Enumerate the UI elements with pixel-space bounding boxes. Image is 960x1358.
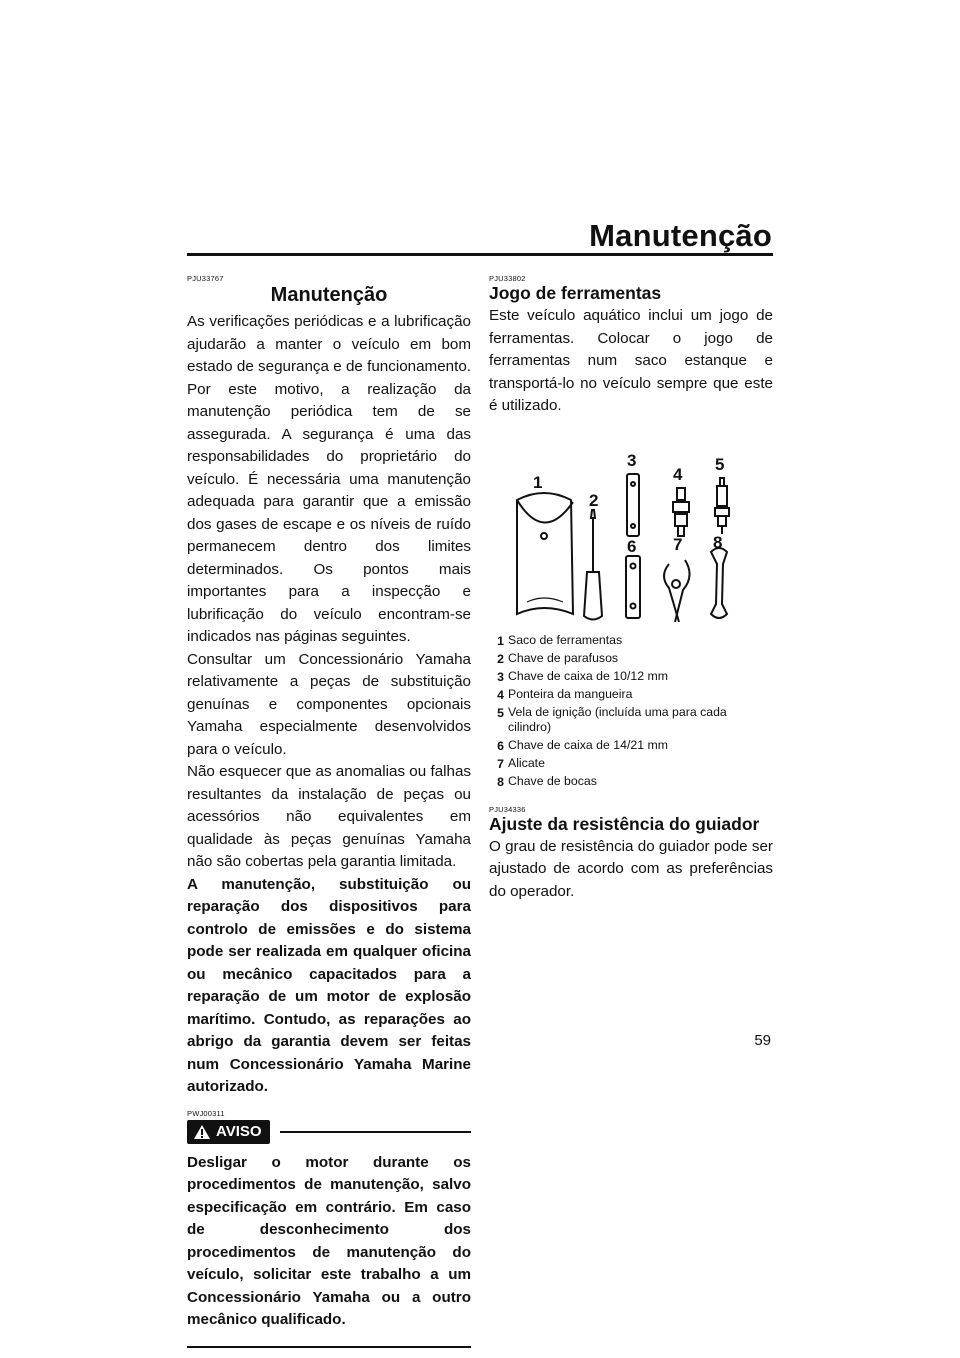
open-end-wrench-drawing: [711, 548, 727, 618]
figure-label-3: 3: [627, 450, 637, 470]
toolkit-illustration: [489, 426, 773, 622]
paragraph-bold: A manutenção, substituição ou reparação dos dispositivos para controlo de emissões e do sistema pode ser realizada em qualquer oficina ou mecânico capacitados para a reparação de um motor de explosão marítimo. Contudo, as reparações ao abrigo da garantia devem ser feitas num Concessionário Yamaha Marine autorizado.: [187, 875, 471, 1095]
figure-label-8: 8: [713, 532, 723, 552]
legend-item: 2 Chave de parafusos: [497, 651, 619, 666]
warning-badge: [187, 1120, 270, 1144]
section-heading-steering: Ajuste da resistência do guiador: [489, 813, 760, 834]
socket-wrench-10-12-drawing: [627, 474, 639, 536]
warning-bottom-rule: [187, 1346, 471, 1348]
paragraph: Este veículo aquático inclui um jogo de ferramentas. Colocar o jogo de ferramentas num saco estanque e transportá-lo no veículo sempre que este é utilizado.: [489, 307, 773, 414]
legend-item: 5 Vela de ignição (incluída uma para cada cilindro): [497, 705, 727, 734]
section-code: PJU33767: [187, 274, 224, 283]
warning-header: [187, 1120, 471, 1144]
paragraph: O grau de resistência do guiador pode ser ajustado de acordo com as preferências do operador.: [489, 837, 773, 900]
figure-label-4: 4: [673, 464, 683, 484]
figure-label-7: 7: [673, 534, 683, 554]
legend-item: 1 Saco de ferramentas: [497, 633, 623, 648]
legend-item: 8 Chave de bocas: [497, 774, 597, 789]
toolkit-figure: [489, 426, 773, 622]
right-column: [489, 274, 773, 903]
legend-item: 7 Alicate: [497, 756, 545, 771]
legend-item: 6 Chave de caixa de 14/21 mm: [497, 738, 668, 753]
paragraph: As verificações periódicas e a lubrificação ajudarão a manter o veículo em bom estado de segurança e de funcionamento. Por este motivo, a realização da manutenção periódica tem de se assegurada. A segurança é uma das responsabilidades do proprietário do veículo. É necessária uma manutenção adequada para garantir que a emissão dos gases de escape e os níveis de ruído permanecem dentro dos limites determinados. Os pontos mais importantes para a inspecção e lubrificação do veículo encontram-se indicados nas páginas seguintes.: [187, 313, 471, 645]
spark-plug-drawing: [720, 478, 724, 486]
figure-label-1: 1: [533, 472, 543, 492]
warning-label: AVISO: [216, 1122, 262, 1140]
section-code: PJU34336: [489, 804, 526, 814]
legend-item: 3 Chave de caixa de 10/12 mm: [497, 669, 668, 684]
legend-item: 4 Ponteira da mangueira: [497, 687, 633, 702]
header-rule: [187, 253, 773, 256]
warning-text: Desligar o motor durante os procedimentos de manutenção, salvo especificação em contrário. Em caso de desconhecimento dos procedimentos de manutenção do veículo, solicitar este trabalho a um Concessionário Yamaha ou a outro mecânico qualificado.: [187, 1153, 471, 1328]
section-code: PJU33802: [489, 274, 526, 283]
figure-label-2: 2: [589, 490, 599, 510]
left-column: [187, 274, 471, 1348]
warning-code: PWJ00311: [187, 1108, 225, 1118]
hose-nozzle-drawing: [677, 488, 685, 500]
warning-triangle-icon: [193, 1124, 211, 1140]
figure-label-5: 5: [715, 454, 725, 474]
paragraph: Consultar um Concessionário Yamaha relativamente a peças de substituição genuínas e componentes opcionais Yamaha especialmente desenvolvidos para o veículo.: [187, 650, 471, 758]
figure-label-6: 6: [627, 536, 637, 556]
page-number: 59: [754, 1032, 771, 1049]
toolkit-legend: [489, 632, 773, 791]
warning-rule: [280, 1131, 471, 1133]
paragraph: Não esquecer que as anomalias ou falhas resultantes da instalação de peças ou acessórios não equivalentes em qualidade às peças genuínas Yamaha não são cobertas pela garantia limitada.: [187, 763, 471, 870]
section-heading-toolkit: Jogo de ferramentas: [489, 283, 662, 303]
page-header-title: Manutenção: [589, 218, 772, 253]
section-heading-maintenance: Manutenção: [270, 284, 388, 306]
